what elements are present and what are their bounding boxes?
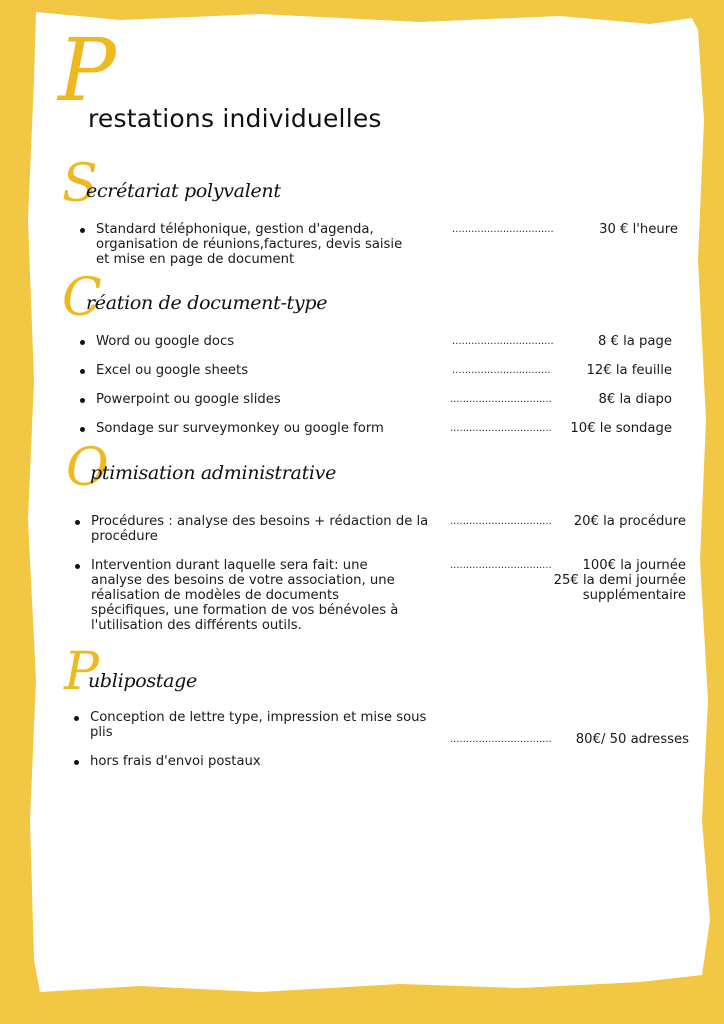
item-text: Powerpoint ou google slides: [96, 392, 281, 407]
bullet-icon: [75, 564, 80, 569]
bullet-icon: [80, 369, 85, 374]
title-text: restations individuelles: [88, 104, 382, 133]
section-initial: C: [62, 268, 102, 328]
section-title: ecrétariat polyvalent: [86, 180, 281, 202]
bullet-icon: [80, 398, 85, 403]
price-line-2: 25€ la demi journée: [553, 573, 686, 588]
price: 100€ la journée: [582, 558, 686, 573]
price: 8€ la diapo: [598, 392, 672, 407]
section-title: ptimisation administrative: [90, 462, 337, 484]
price: 20€ la procédure: [573, 514, 686, 529]
item-text: Excel ou google sheets: [96, 363, 249, 378]
price: 30 € l'heure: [599, 222, 678, 237]
section-initial: O: [66, 438, 109, 498]
section-heading-optimisation: [66, 438, 566, 502]
price: 80€/ 50 adresses: [575, 732, 689, 747]
item-text: Intervention durant laquelle sera fait: une analyse des besoins de votre association, une réalisation de modèles de documents spécifiques, une formation de vos bénévoles à l'utilisation des différents outils.: [91, 558, 399, 633]
dot-leader: ................................: [452, 224, 554, 235]
section-heading-creation: [62, 268, 562, 332]
dot-leader: ................................: [450, 734, 552, 745]
bullet-icon: [80, 228, 85, 233]
section-initial: P: [64, 642, 99, 702]
item-text: Sondage sur surveymonkey ou google form: [96, 421, 384, 436]
dot-leader: ................................: [450, 516, 552, 527]
item-text: hors frais d'envoi postaux: [90, 754, 261, 769]
dot-leader: ................................: [450, 394, 552, 405]
bullet-icon: [74, 716, 79, 721]
bullet-icon: [80, 340, 85, 345]
title-initial: P: [58, 21, 116, 121]
section-initial: S: [62, 154, 98, 214]
section-title: réation de document-type: [86, 292, 328, 314]
dot-leader: ................................: [450, 423, 552, 434]
price: 8 € la page: [597, 334, 672, 349]
bullet-icon: [75, 520, 80, 525]
section-heading-secretariat: [62, 154, 562, 218]
page-title: [58, 21, 498, 133]
price: 12€ la feuille: [586, 363, 672, 378]
item-text: Procédures : analyse des besoins + rédaction de la procédure: [91, 514, 429, 544]
section-title: ublipostage: [88, 670, 197, 692]
dot-leader: ................................: [452, 336, 554, 347]
bullet-icon: [80, 427, 85, 432]
price-line-3: supplémentaire: [582, 588, 686, 603]
dot-leader: ...............................: [452, 365, 551, 376]
bullet-icon: [74, 760, 79, 765]
price: 10€ le sondage: [570, 421, 672, 436]
item-text: Conception de lettre type, impression et mise sous plis: [90, 710, 427, 740]
dot-leader: ................................: [450, 560, 552, 571]
item-text: Word ou google docs: [96, 334, 235, 349]
item-text: Standard téléphonique, gestion d'agenda, organisation de réunions,factures, devis saisie et mise en page de document: [96, 222, 403, 267]
section-heading-publipostage: [64, 642, 564, 706]
